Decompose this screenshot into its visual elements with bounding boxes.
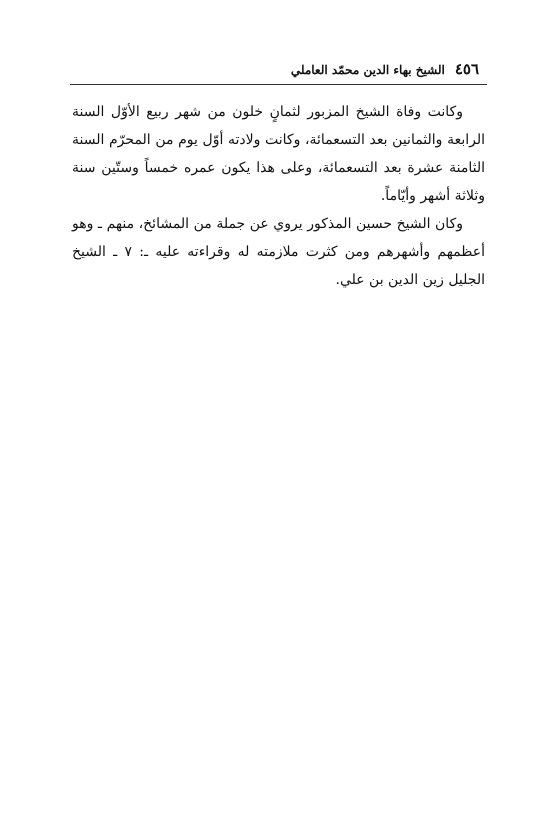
page-number: ٤٥٦	[454, 60, 479, 78]
paragraph: وكان الشيخ حسين المذكور يروي عن جملة من المشائخ، منهم ـ وهو أعظمهم وأشهرهم ومن كثرت ملازمته له وقراءته عليه ـ: ٧ ـ الشيخ الجليل زين الدين بن علي.	[72, 216, 485, 288]
header-divider	[70, 84, 487, 85]
body-text	[72, 98, 485, 294]
running-header	[70, 60, 479, 82]
header-title: الشيخ بهاء الدين محمّد العاملي	[290, 63, 445, 77]
paragraph: وكانت وفاة الشيخ المزبور لثمانٍ خلون من شهر ربيع الأوّل السنة الرابعة والثمانين بعد التسعمائة، وكانت ولادته أوّل يوم من المحرّم السنة الثامنة عشرة بعد التسعمائة، وعلى هذا يكون عمره خمساً وستّين سنة وثلاثة أشهر وأيّاماً.	[72, 104, 485, 204]
